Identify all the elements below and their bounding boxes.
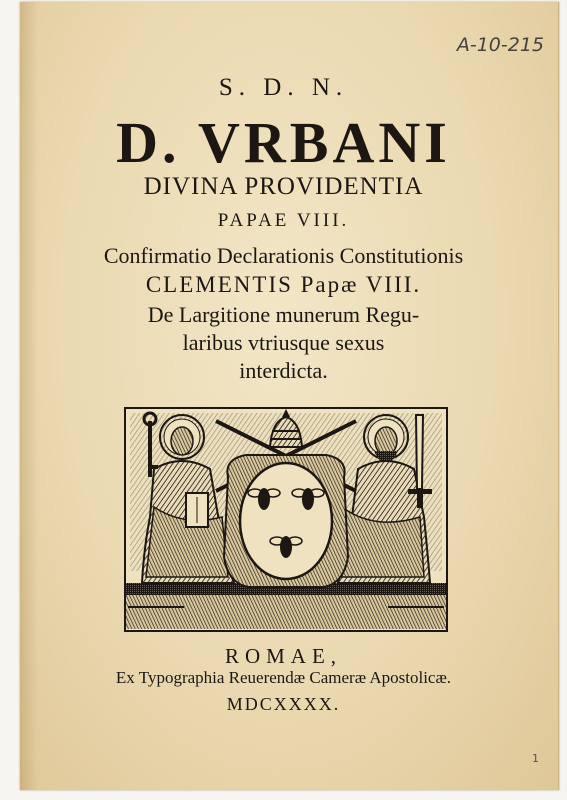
subtitle-line-interdicta: interdicta. xyxy=(239,358,328,383)
subtitle-line-laribus: laribus vtriusque sexus xyxy=(182,330,385,355)
imprint-city: ROMAE, xyxy=(224,644,343,668)
title-line-divina-providentia: DIVINA PROVIDENTIA xyxy=(143,173,424,200)
title-line-sdn: S. D. N. xyxy=(218,74,349,101)
subtitle-line-clementis: CLEMENTIS Papæ VIII. xyxy=(145,272,422,297)
subtitle-line-confirmatio: Confirmatio Declarationis Constitutionis xyxy=(103,243,464,268)
imprint-printer: Ex Typographia Reuerendæ Cameræ Apostolicæ. xyxy=(115,668,452,687)
subtitle-line-largitione: De Largitione munerum Regu- xyxy=(147,302,420,327)
corner-mark: 1 xyxy=(532,752,539,765)
imprint-year: MDCXXXX. xyxy=(226,694,341,714)
title-line-urbani: D. VRBANI xyxy=(116,110,451,175)
title-line-papae: PAPAE VIII. xyxy=(217,210,350,231)
woodcut-illustration xyxy=(124,407,448,632)
handwritten-shelfmark: A-10-215 xyxy=(456,34,544,56)
